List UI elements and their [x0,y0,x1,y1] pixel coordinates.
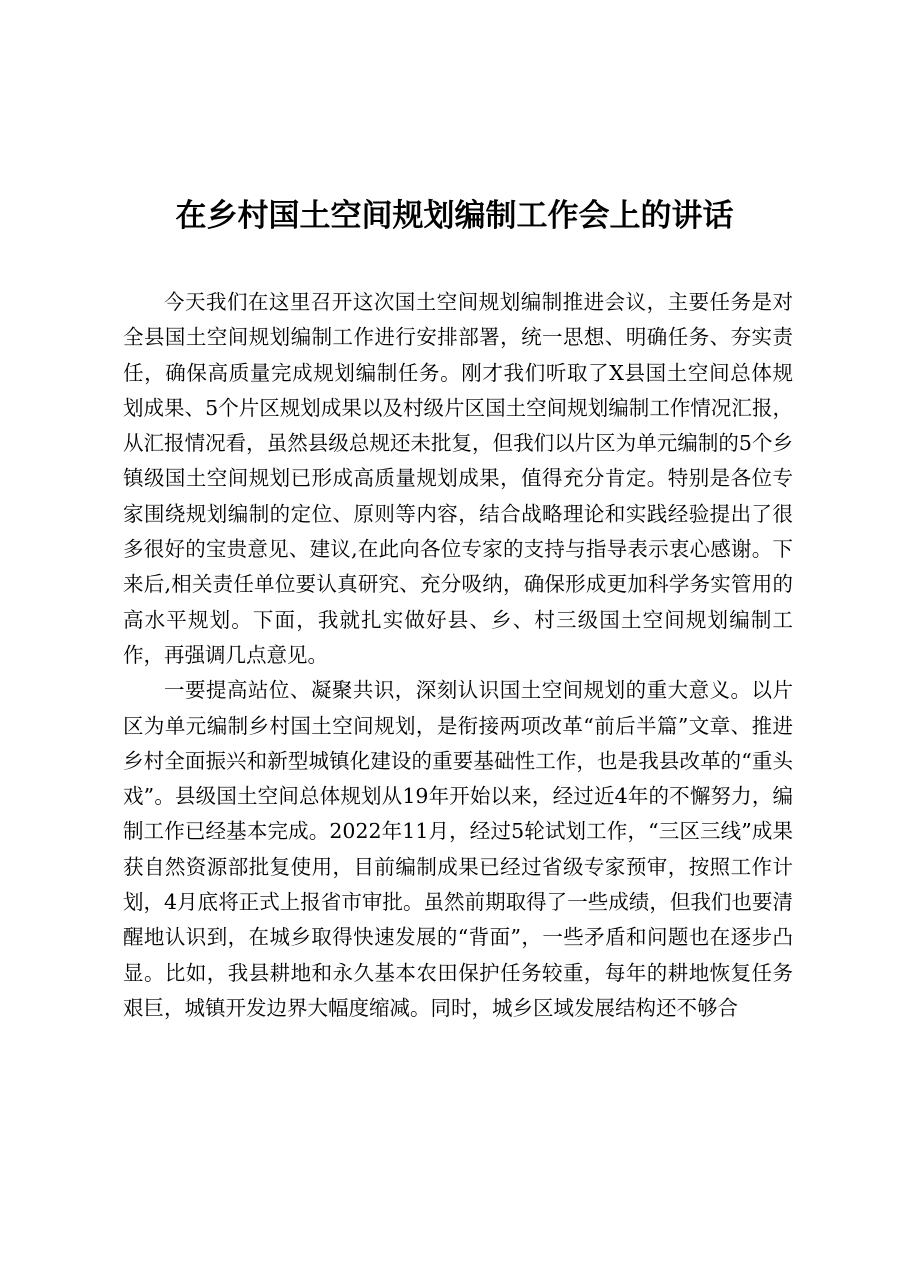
document-title: 在乡村国土空间规划编制工作会上的讲话 [175,198,734,234]
paragraph-2: 一要提高站位、凝聚共识，深刻认识国土空间规划的重大意义。以片区为单元编制乡村国土空间规划，是衔接两项改革“前后半篇”文章、推进乡村全面振兴和新型城镇化建设的重要基础性工作，也是我县改革的“重头戏”。县级国土空间总体规划从19年开始以来，经过近4年的不懈努力，编制工作已经基本完成。2022年11月，经过5轮试划工作，“三区三线”成果获自然资源部批复使用，目前编制成果已经过省级专家预审，按照工作计划，4月底将正式上报省市审批。虽然前期取得了一些成绩，但我们也要清醒地认识到，在城乡取得快速发展的“背面”，一些矛盾和问题也在逐步凸显。比如，我县耕地和永久基本农田保护任务较重，每年的耕地恢复任务艰巨，城镇开发边界大幅度缩减。同时，城乡区域发展结构还不够合 [123,678,793,1020]
document-body [123,285,793,1026]
paragraph-1: 今天我们在这里召开这次国土空间规划编制推进会议，主要任务是对全县国土空间规划编制工作进行安排部署，统一思想、明确任务、夯实责任，确保高质量完成规划编制任务。刚才我们听取了X县国土空间总体规划成果、5个片区规划成果以及村级片区国土空间规划编制工作情况汇报，从汇报情况看，虽然县级总规还未批复，但我们以片区为单元编制的5个乡镇级国土空间规划已形成高质量规划成果，值得充分肯定。特别是各位专家围绕规划编制的定位、原则等内容，结合战略理论和实践经验提出了很多很好的宝贵意见、建议,在此向各位专家的支持与指导表示衷心感谢。下来后,相关责任单位要认真研究、充分吸纳，确保形成更加科学务实管用的高水平规划。下面，我就扎实做好县、乡、村三级国土空间规划编制工作，再强调几点意见。 [123,290,793,667]
